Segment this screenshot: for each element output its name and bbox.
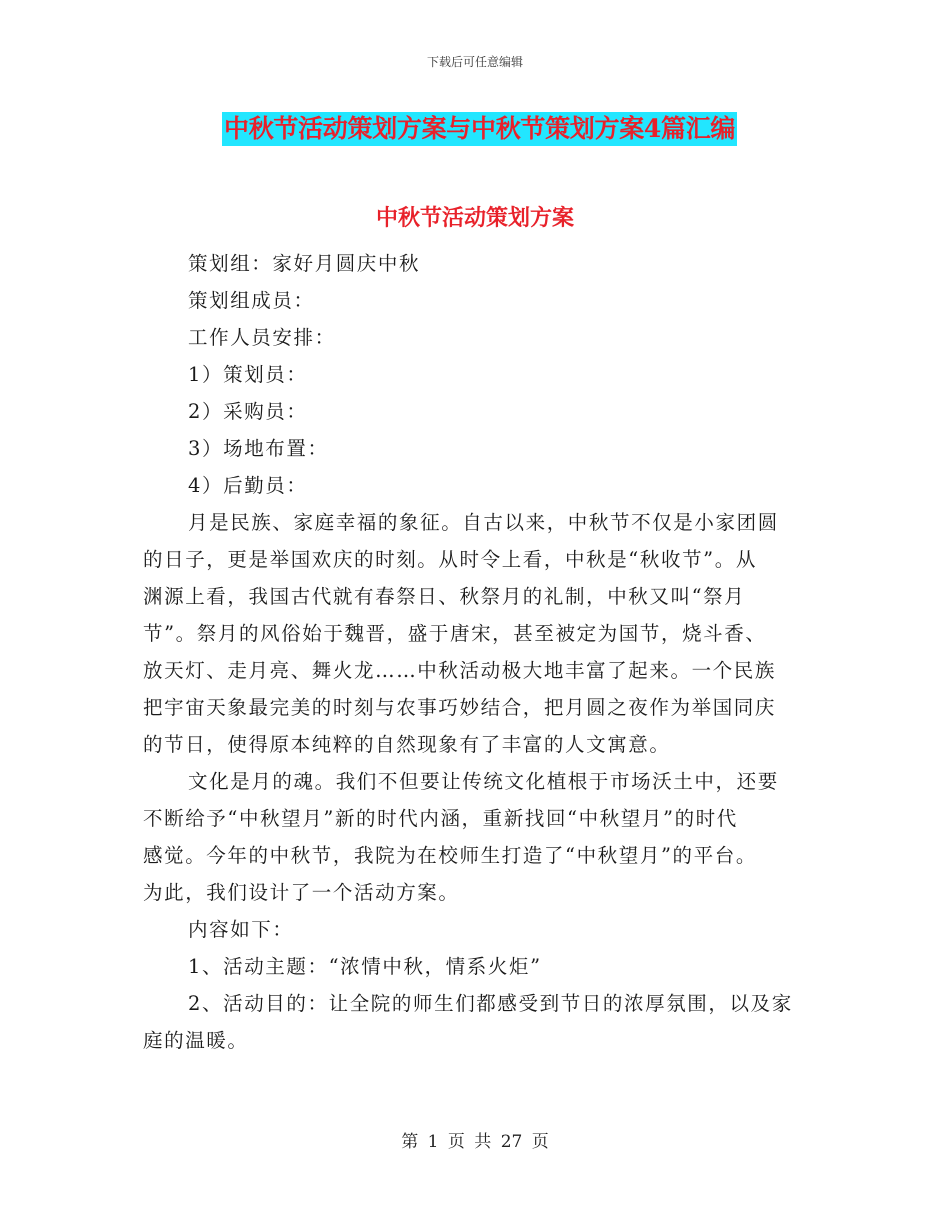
body-line: 工作人员安排： bbox=[188, 326, 336, 349]
body-line: 的节日，使得原本纯粹的自然现象有了丰富的人文寓意。 bbox=[143, 733, 671, 756]
body-line: 内容如下： bbox=[188, 918, 294, 941]
body-line: 策划组成员： bbox=[188, 289, 315, 312]
body-line: 策划组：家好月圆庆中秋 bbox=[188, 252, 421, 275]
body-line: 渊源上看，我国古代就有春祭日、秋祭月的礼制，中秋又叫“祭月 bbox=[143, 585, 746, 608]
page-number-footer: 第 1 页 共 27 页 bbox=[401, 1132, 549, 1152]
body-line: 2、活动目的：让全院的师生们都感受到节日的浓厚氛围，以及家 bbox=[188, 992, 793, 1015]
body-line: 节”。祭月的风俗始于魏晋，盛于唐宋，甚至被定为国节，烧斗香、 bbox=[143, 622, 767, 645]
body-line: 2）采购员： bbox=[188, 400, 308, 423]
body-line: 1、活动主题：“浓情中秋，情系火炬” bbox=[188, 955, 542, 978]
body-line: 4）后勤员： bbox=[188, 474, 308, 497]
body-line: 把宇宙天象最完美的时刻与农事巧妙结合，把月圆之夜作为举国同庆 bbox=[143, 696, 777, 719]
body-line: 庭的温暖。 bbox=[143, 1029, 249, 1052]
body-line: 1）策划员： bbox=[188, 363, 308, 386]
body-line: 放天灯、走月亮、舞火龙……中秋活动极大地丰富了起来。一个民族 bbox=[143, 659, 777, 682]
body-line: 月是民族、家庭幸福的象征。自古以来，中秋节不仅是小家团圆 bbox=[188, 511, 779, 534]
document-body bbox=[143, 245, 811, 1059]
body-line: 3）场地布置： bbox=[188, 437, 329, 460]
body-line: 的日子，更是举国欢庆的时刻。从时令上看，中秋是“秋收节”。从 bbox=[143, 548, 757, 571]
body-line: 不断给予“中秋望月”新的时代内涵，重新找回“中秋望月”的时代 bbox=[143, 807, 738, 830]
body-line: 为此，我们设计了一个活动方案。 bbox=[143, 881, 460, 904]
body-line: 文化是月的魂。我们不但要让传统文化植根于市场沃土中，还要 bbox=[188, 770, 779, 793]
body-line: 感觉。今年的中秋节，我院为在校师生打造了“中秋望月”的平台。 bbox=[143, 844, 757, 867]
section-title: 中秋节活动策划方案 bbox=[375, 205, 574, 231]
document-title: 中秋节活动策划方案与中秋节策划方案4篇汇编 bbox=[222, 112, 737, 146]
page-header-note: 下载后可任意编辑 bbox=[426, 55, 523, 69]
